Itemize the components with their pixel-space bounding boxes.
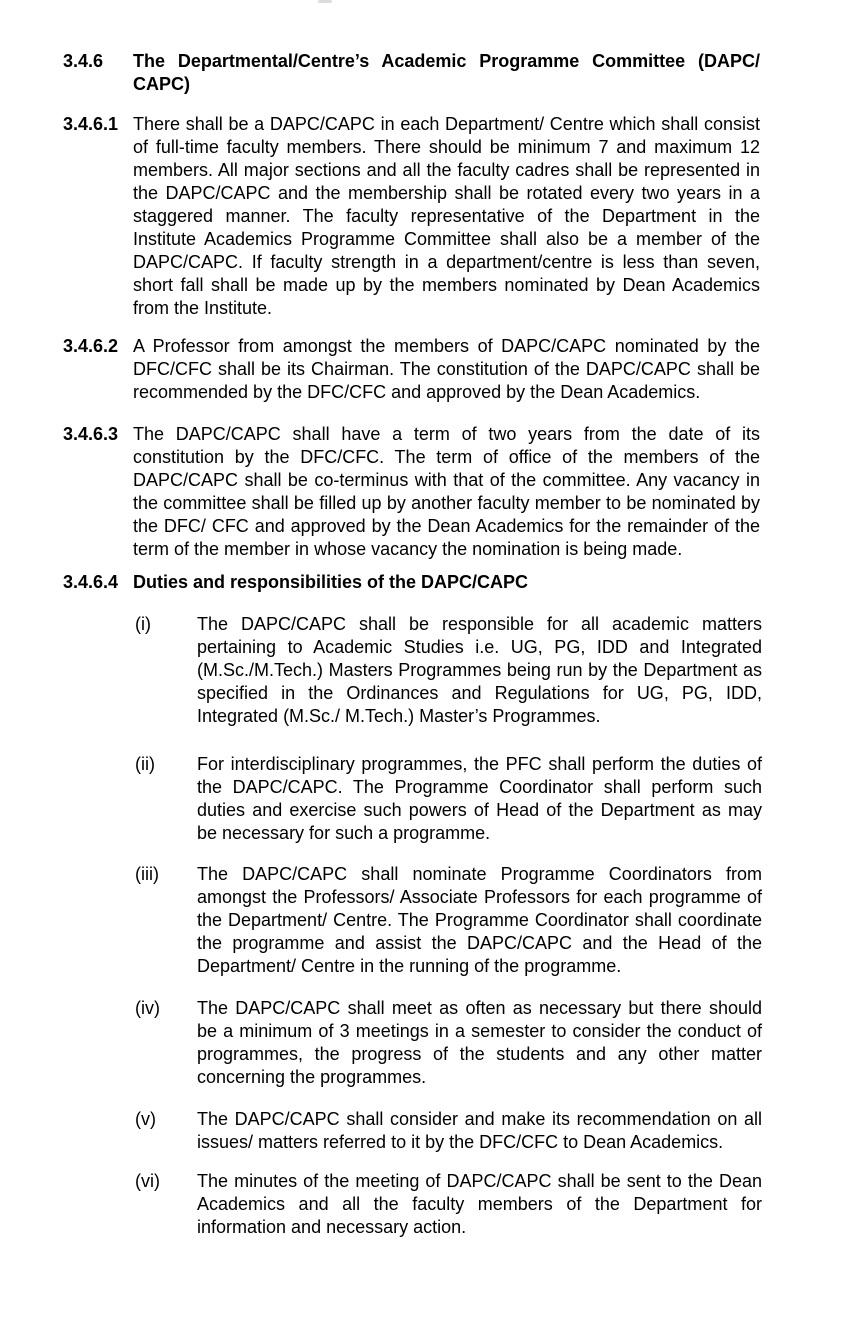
duty-label: (v) [135, 1109, 156, 1129]
clause-3-4-6-3 [63, 423, 760, 561]
duty-item-ii [135, 753, 760, 845]
duty-item-iii [135, 863, 760, 978]
duty-label: (vi) [135, 1171, 160, 1191]
duty-label: (iii) [135, 864, 159, 884]
duty-item-i [135, 613, 760, 728]
duty-text: The DAPC/CAPC shall be responsible for all academic matters pertaining to Academic Studies i.e. UG, PG, IDD and Integrated (M.Sc./M.Tech.) Masters Programmes being run by the Department as specified in the Ordinances and Regulations for UG, PG, IDD, Integrated (M.Sc./ M.Tech.) Master’s Programmes. [197, 614, 762, 726]
duty-item-iv [135, 997, 760, 1089]
scan-artifact [318, 0, 332, 3]
clause-3-4-6-2 [63, 335, 760, 404]
duty-item-v [135, 1108, 760, 1154]
clause-heading-text: Duties and responsibilities of the DAPC/CAPC [133, 572, 529, 592]
clause-number: 3.4.6.2 [63, 336, 119, 356]
duty-item-vi [135, 1170, 760, 1239]
duty-label: (ii) [135, 754, 155, 774]
section-heading [63, 50, 760, 96]
clause-3-4-6-1 [63, 113, 760, 320]
duty-text: The minutes of the meeting of DAPC/CAPC shall be sent to the Dean Academics and all the faculty members of the Department for information and necessary action. [197, 1171, 762, 1237]
clause-text: A Professor from amongst the members of DAPC/CAPC nominated by the DFC/CFC shall be its Chairman. The constitution of the DAPC/CAPC shall be recommended by the DFC/CFC and approved by the Dean Academics. [133, 336, 760, 402]
section-title: The Departmental/Centre’s Academic Programme Committee (DAPC/ CAPC) [133, 51, 760, 94]
clause-text: The DAPC/CAPC shall have a term of two years from the date of its constitution by the DFC/CFC. The term of office of the members of the DAPC/CAPC shall be co-terminus with that of the committee. Any vacancy in the committee shall be filled up by another faculty member to be nominated by the DFC/ CFC and approved by the Dean Academics for the remainder of the term of the member in whose vacancy the nomination is being made. [133, 424, 760, 559]
clause-number: 3.4.6.3 [63, 424, 119, 444]
section-number: 3.4.6 [63, 51, 104, 71]
duty-label: (iv) [135, 998, 160, 1018]
clause-number: 3.4.6.1 [63, 114, 119, 134]
duty-label: (i) [135, 614, 151, 634]
duty-text: For interdisciplinary programmes, the PFC shall perform the duties of the DAPC/CAPC. The Programme Coordinator shall perform such duties and exercise such powers of Head of the Department as may be necessary for such a programme. [197, 754, 762, 843]
clause-3-4-6-4-heading [63, 571, 760, 594]
clause-number: 3.4.6.4 [63, 572, 119, 592]
clause-text: There shall be a DAPC/CAPC in each Department/ Centre which shall consist of full-time faculty members. There should be minimum 7 and maximum 12 members. All major sections and all the faculty cadres shall be represented in the DAPC/CAPC and the membership shall be rotated every two years in a staggered manner. The faculty representative of the Department in the Institute Academics Programme Committee shall also be a member of the DAPC/CAPC. If faculty strength in a department/centre is less than seven, short fall shall be made up by the members nominated by Dean Academics from the Institute. [133, 114, 760, 318]
duty-text: The DAPC/CAPC shall meet as often as necessary but there should be a minimum of 3 meetings in a semester to consider the conduct of programmes, the progress of the students and any other matter concerning the programmes. [197, 998, 762, 1087]
duty-text: The DAPC/CAPC shall nominate Programme Coordinators from amongst the Professors/ Associate Professors for each programme of the Department/ Centre. The Programme Coordinator shall coordinate the programme and assist the DAPC/CAPC and the Head of the Department/ Centre in the running of the programme. [197, 864, 762, 976]
duty-text: The DAPC/CAPC shall consider and make its recommendation on all issues/ matters referred to it by the DFC/CFC to Dean Academics. [197, 1109, 762, 1152]
